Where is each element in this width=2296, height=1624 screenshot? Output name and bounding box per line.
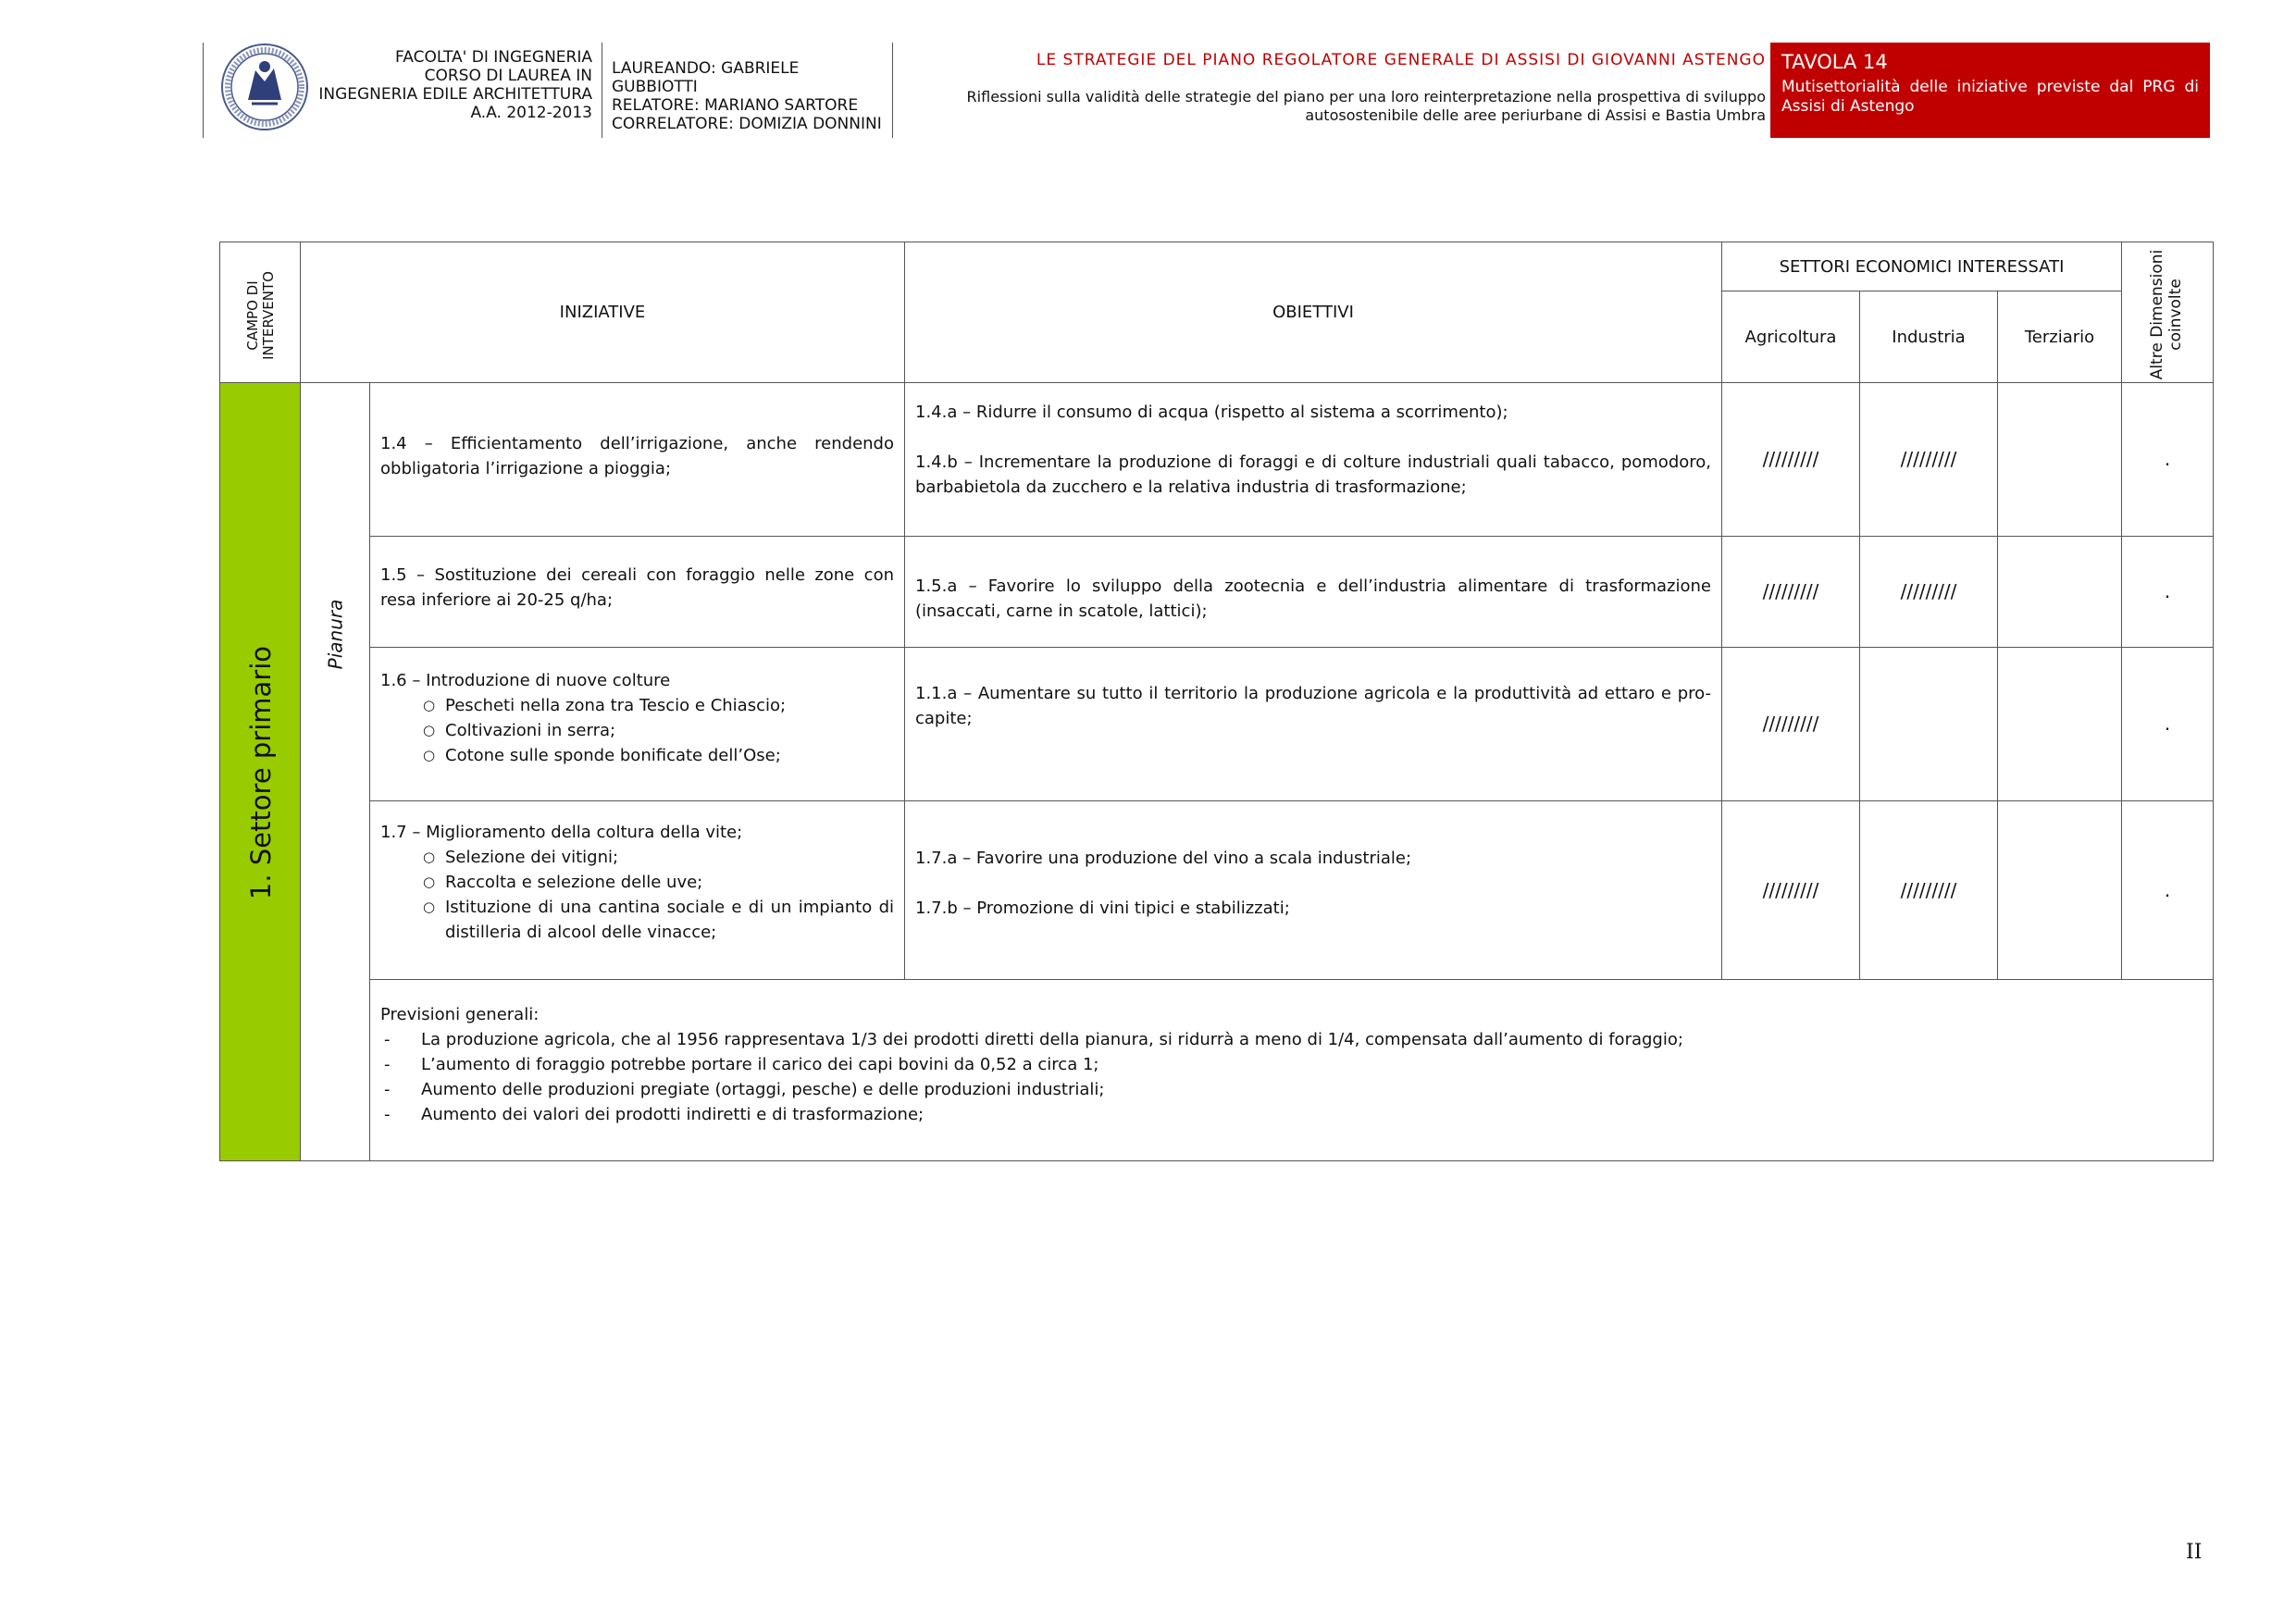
initiatives-table [219,242,2214,1161]
header-altre: Altre Dimensioni coinvolte [2148,249,2185,380]
supervisor-line: RELATORE: MARIANO SARTORE [612,96,859,115]
sub-item: ○ Cotone sulle sponde bonificate dell’Ose; [445,743,894,768]
obiettivo-text: 1.7.b – Promozione di vini tipici e stabilizzati; [915,899,1290,918]
previsioni-cell [369,979,2214,1161]
thesis-subtitle-2: autosostenibile delle aree periurbane di Assisi e Bastia Umbra [1305,106,1766,124]
campo-cell [219,382,301,1161]
obiettivo-text: 1.1.a – Aumentare su tutto il territorio la produzione agricola e la produttività ad ettaro e pro-capite; [915,684,1711,728]
previsione-item: - L’aumento di foraggio potrebbe portare il carico dei capi bovini da 0,52 a circa 1; [380,1052,2203,1077]
sub-item: ○ Coltivazioni in serra; [445,718,894,743]
altre-mark: . [2121,536,2214,648]
iniziativa-cell [369,536,905,648]
previsione-item: - La produzione agricola, che al 1956 rappresentava 1/3 dei prodotti diretti della pianura, si ridurrà a meno di 1/4, compensata dall’aumento di foraggio; [380,1027,2203,1052]
header-obiettivi: OBIETTIVI [904,242,1722,383]
school-line: A.A. 2012-2013 [470,104,592,122]
obiettivo-text: 1.4.b – Incrementare la produzione di foraggi e di colture industriali quali tabacco, pomodoro, barbabietola da zucchero e la relativa industria di trasformazione; [915,452,1711,497]
iniziativa-cell [369,647,905,801]
sub-item: ○ Raccolta e selezione delle uve; [445,870,894,895]
terziario-cell [1997,382,2122,537]
iniziativa-text: 1.7 – Miglioramento della coltura della vite; [380,823,743,842]
agricoltura-mark: ///////// [1721,800,1860,980]
thesis-title: LE STRATEGIE DEL PIANO REGOLATORE GENERALE DI ASSISI DI GIOVANNI ASTENGO [1036,51,1766,69]
header-iniziative: INIZIATIVE [300,242,905,383]
zona-cell [300,382,370,1161]
header-terziario: Terziario [1997,291,2122,383]
tavola-box [1770,43,2210,138]
sub-list [380,845,894,945]
header-agricoltura: Agricoltura [1721,291,1860,383]
obiettivo-text: 1.4.a – Ridurre il consumo di acqua (rispetto al sistema a scorrimento); [915,403,1508,422]
header-campo-cell [219,242,301,383]
campo-label: 1. Settore primario [245,645,277,900]
terziario-cell [1997,536,2122,648]
terziario-cell [1997,647,2122,801]
iniziativa-text: 1.6 – Introduzione di nuove colture [380,671,671,690]
sub-item: ○ Pescheti nella zona tra Tescio e Chiascio; [445,693,894,718]
cosupervisor-line: CORRELATORE: DOMIZIA DONNINI [612,115,882,133]
sub-list [380,693,894,768]
terziario-cell [1997,800,2122,980]
header-industria: Industria [1859,291,1998,383]
agricoltura-mark: ///////// [1721,382,1860,537]
obiettivo-cell [904,647,1722,801]
altre-mark: . [2121,800,2214,980]
university-seal-icon [220,43,309,131]
school-line: FACOLTA' DI INGEGNERIA [395,48,592,67]
thesis-title-block [898,51,1766,125]
agricoltura-mark: ///////// [1721,647,1860,801]
thesis-subtitle-1: Riflessioni sulla validità delle strategie del piano per una loro reinterpretazione nella prospettiva di sviluppo [966,88,1766,105]
page-number: II [2186,1541,2203,1564]
header-divider [892,43,893,138]
industria-cell [1859,647,1998,801]
sub-item: ○ Selezione dei vitigni; [445,845,894,870]
iniziativa-cell [369,800,905,980]
header-settori: SETTORI ECONOMICI INTERESSATI [1721,242,2122,291]
iniziativa-text: 1.4 – Efficientamento dell’irrigazione, anche rendendo obbligatoria l’irrigazione a pioggia; [380,434,894,478]
tavola-number: TAVOLA 14 [1781,51,1888,73]
altre-mark: . [2121,382,2214,537]
zona-label: Pianura [324,599,347,670]
school-line: CORSO DI LAUREA IN [424,67,592,85]
obiettivo-text: 1.5.a – Favorire lo sviluppo della zootecnia e dell’industria alimentare di trasformazione (insaccati, carne in scatole, lattici); [915,576,1711,621]
obiettivo-text: 1.7.a – Favorire una produzione del vino a scala industriale; [915,849,1412,868]
obiettivo-cell [904,800,1722,980]
header-altre-cell [2121,242,2214,383]
previsioni-list [380,1027,2203,1127]
iniziativa-cell [369,382,905,537]
agricoltura-mark: ///////// [1721,536,1860,648]
obiettivo-cell [904,382,1722,537]
sub-item: ○ Istituzione di una cantina sociale e di un impianto di distilleria di alcool delle vinacce; [445,895,894,945]
industria-mark: ///////// [1859,800,1998,980]
header-campo: CAMPO DI INTERVENTO [244,271,277,360]
school-line: INGEGNERIA EDILE ARCHITETTURA [318,85,592,104]
industria-mark: ///////// [1859,382,1998,537]
altre-mark: . [2121,647,2214,801]
header-divider-left [203,43,204,138]
previsione-item: - Aumento delle produzioni pregiate (ortaggi, pesche) e delle produzioni industriali; [380,1077,2203,1102]
previsione-item: - Aumento dei valori dei prodotti indiretti e di trasformazione; [380,1102,2203,1127]
previsioni-title: Previsioni generali: [380,1005,540,1024]
people-info [612,59,889,133]
iniziativa-text: 1.5 – Sostituzione dei cereali con foraggio nelle zone con resa inferiore ai 20-25 q/ha; [380,565,894,610]
school-info [315,48,592,122]
tavola-description: Mutisettorialità delle iniziative previste dal PRG di Assisi di Astengo [1781,78,2199,116]
student-line: LAUREANDO: GABRIELE GUBBIOTTI [612,59,800,96]
industria-mark: ///////// [1859,536,1998,648]
obiettivo-cell [904,536,1722,648]
